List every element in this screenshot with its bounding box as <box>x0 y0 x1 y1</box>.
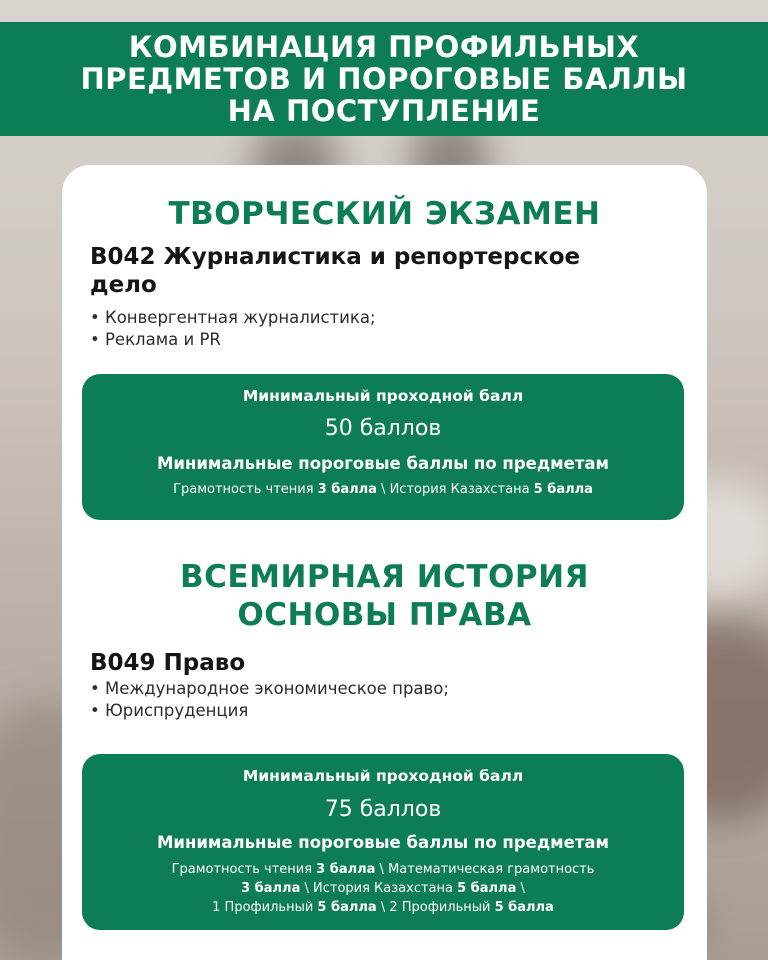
threshold-label: Минимальные пороговые баллы по предметам <box>156 454 610 473</box>
section-title <box>62 558 707 634</box>
threshold-details <box>82 860 684 917</box>
threshold-line <box>82 860 684 879</box>
section-title-line: ТВОРЧЕСКИЙ ЭКЗАМЕН <box>168 196 601 232</box>
header-title-line: ПРЕДМЕТОВ И ПОРОГОВЫЕ БАЛЛЫ <box>80 62 688 96</box>
content-card <box>62 165 707 960</box>
min-pass-label: Минимальный проходной балл <box>242 387 524 405</box>
header-title-line: НА ПОСТУПЛЕНИЕ <box>227 94 541 128</box>
threshold-subject: \ История Казахстана <box>376 482 534 497</box>
threshold-score: 5 балла <box>457 881 517 896</box>
threshold-line <box>82 898 684 917</box>
min-pass-value: 50 баллов <box>324 416 442 441</box>
threshold-subject: Грамотность чтения <box>171 862 317 877</box>
min-pass-label: Минимальный проходной балл <box>242 767 524 785</box>
score-box <box>82 374 684 520</box>
threshold-score: 3 балла <box>317 482 377 497</box>
section-title-line: ОСНОВЫ ПРАВА <box>237 597 532 633</box>
threshold-subject: Грамотность чтения <box>173 482 318 497</box>
threshold-subject: \ История Казахстана <box>300 881 458 896</box>
threshold-line <box>82 879 684 898</box>
threshold-subject: \ 2 Профильный <box>376 900 495 915</box>
score-box <box>82 754 684 930</box>
threshold-subject: 1 Профильный <box>212 900 318 915</box>
specialization-list <box>90 678 690 722</box>
threshold-details <box>82 480 684 499</box>
threshold-score: 3 балла <box>241 881 301 896</box>
program-name <box>90 243 690 299</box>
threshold-score: 5 балла <box>533 482 593 497</box>
threshold-label: Минимальные пороговые баллы по предметам <box>156 833 610 852</box>
threshold-subject: \ <box>516 881 525 896</box>
program-name-line: B042 Журналистика и репортерское <box>90 244 581 270</box>
list-item: • Конвергентная журналистика; <box>90 308 376 327</box>
program-name-line: B049 Право <box>90 650 246 676</box>
threshold-score: 3 балла <box>316 862 376 877</box>
threshold-score: 5 балла <box>494 900 554 915</box>
threshold-subject: \ Математическая грамотность <box>375 862 595 877</box>
section-title <box>62 195 707 233</box>
list-item: • Международное экономическое право; <box>90 679 449 698</box>
header-banner <box>0 22 768 136</box>
min-pass-value: 75 баллов <box>324 797 442 822</box>
header-title-line: КОМБИНАЦИЯ ПРОФИЛЬНЫХ <box>128 30 640 64</box>
threshold-line <box>82 480 684 499</box>
specialization-list <box>90 307 690 351</box>
program-name <box>90 649 690 677</box>
list-item: • Реклама и PR <box>90 330 221 349</box>
list-item: • Юриспруденция <box>90 701 249 720</box>
section-title-line: ВСЕМИРНАЯ ИСТОРИЯ <box>180 559 589 595</box>
program-name-line: дело <box>90 272 157 298</box>
threshold-score: 5 балла <box>317 900 377 915</box>
